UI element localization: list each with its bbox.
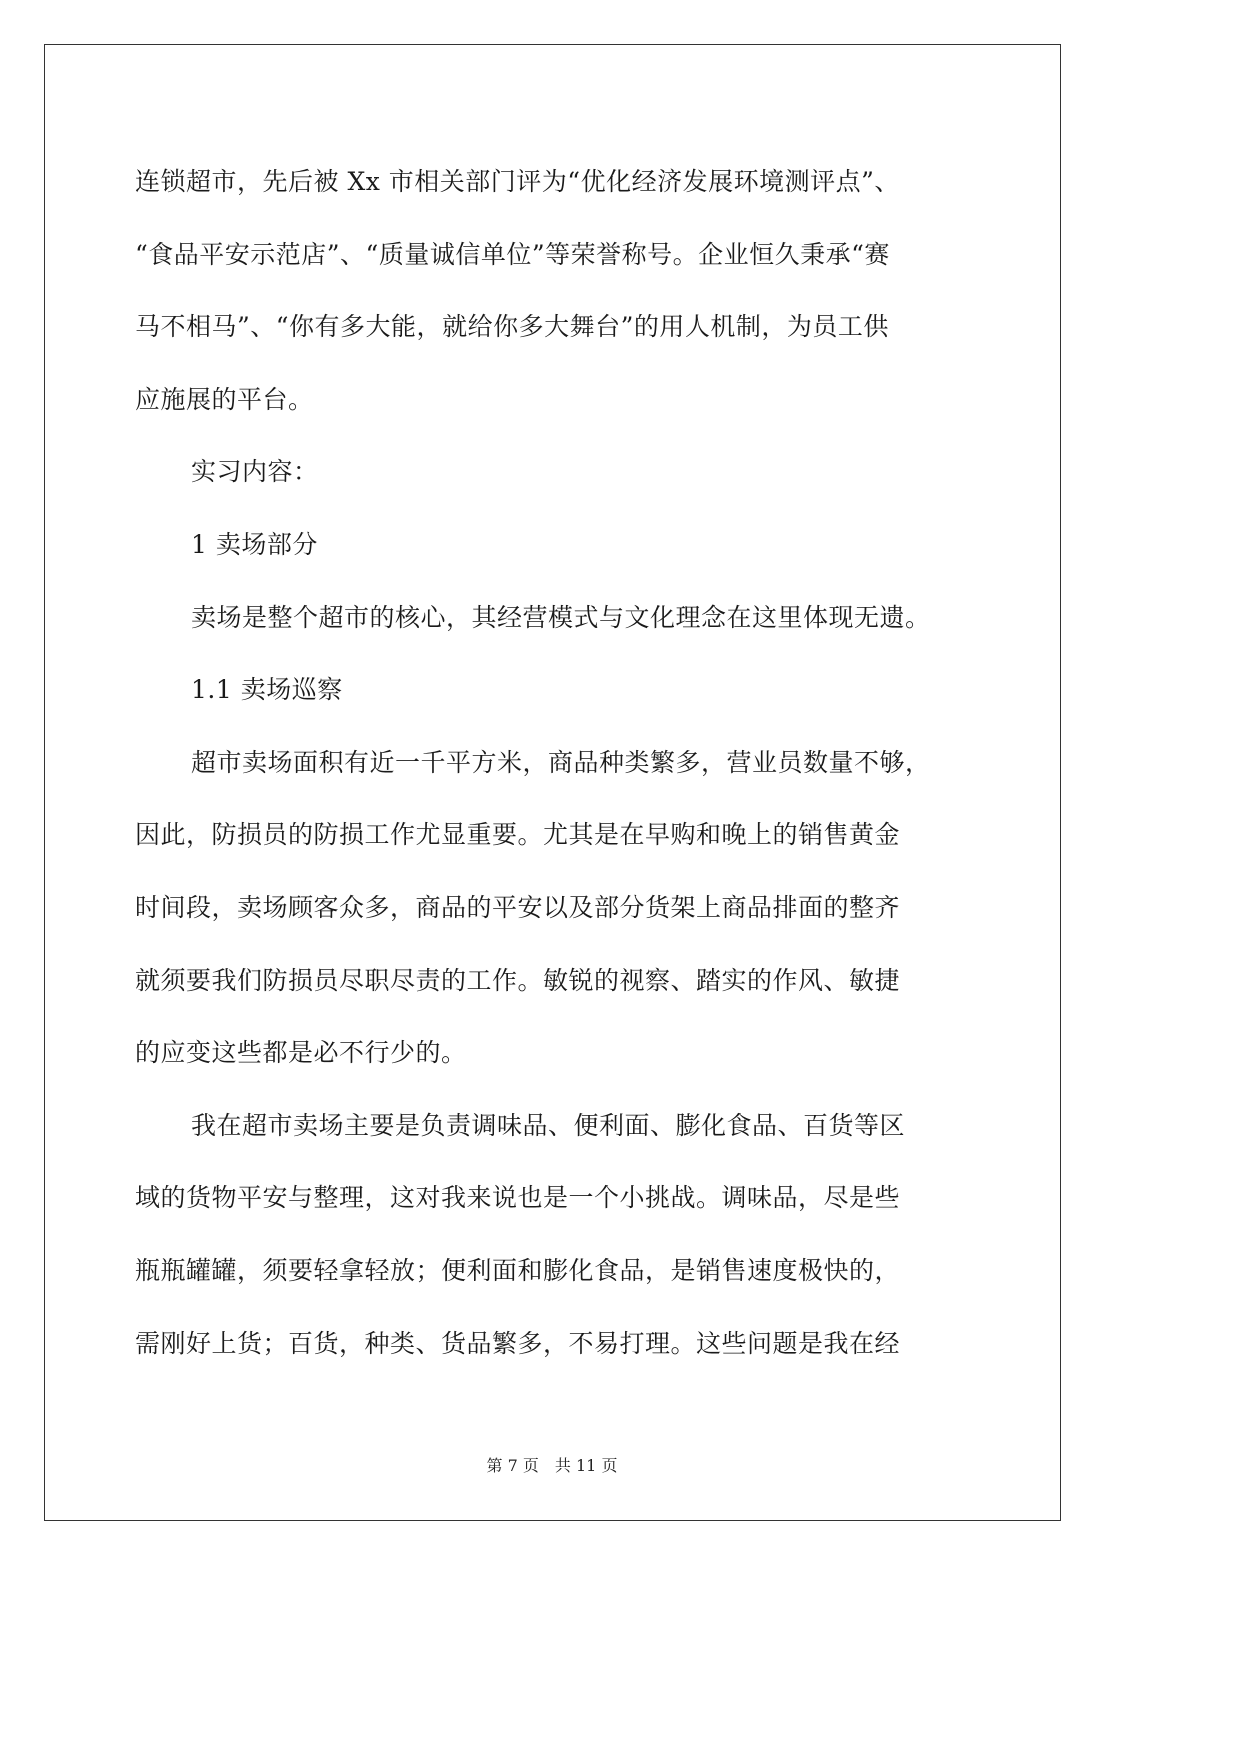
text-line: 就须要我们防损员尽职尽责的工作。敏锐的视察、踏实的作风、敏捷	[135, 965, 901, 995]
text-line: 时间段，卖场顾客众多，商品的平安以及部分货架上商品排面的整齐	[135, 892, 901, 922]
subsection-heading: 1.1 卖场巡察	[191, 675, 343, 705]
text-line: 应施展的平台。	[135, 384, 314, 414]
text-line: 超市卖场面积有近一千平方米，商品种类繁多，营业员数量不够，	[191, 747, 931, 777]
page-footer	[0, 1453, 1104, 1476]
text-line: 瓶瓶罐罐，须要轻拿轻放；便利面和膨化食品，是销售速度极快的，	[135, 1255, 901, 1285]
text-line: 需刚好上货；百货，种类、货品繁多，不易打理。这些问题是我在经	[135, 1328, 901, 1358]
section-heading: 1 卖场部分	[191, 529, 318, 559]
text-line: 连锁超市，先后被 Xx 市相关部门评为“优化经济发展环境测评点”、	[135, 167, 900, 196]
page-number-current: 第 7 页	[486, 1456, 539, 1475]
text-line: 因此，防损员的防损工作尤显重要。尤其是在早购和晚上的销售黄金	[135, 820, 901, 850]
text-line: 卖场是整个超市的核心，其经营模式与文化理念在这里体现无遗。	[191, 602, 931, 632]
page-number-total: 共 11 页	[554, 1456, 618, 1475]
text-line: 马不相马”、“你有多大能，就给你多大舞台”的用人机制，为员工供	[135, 312, 889, 342]
text-line: 的应变这些都是必不行少的。	[135, 1038, 467, 1068]
text-line: 域的货物平安与整理，这对我来说也是一个小挑战。调味品，尽是些	[135, 1183, 901, 1213]
document-body	[135, 146, 981, 1380]
text-line: “食品平安示范店”、“质量诚信单位”等荣誉称号。企业恒久秉承“赛	[135, 239, 890, 269]
text-line: 我在超市卖场主要是负责调味品、便利面、膨化食品、百货等区	[191, 1110, 906, 1140]
section-heading: 实习内容：	[191, 457, 319, 487]
